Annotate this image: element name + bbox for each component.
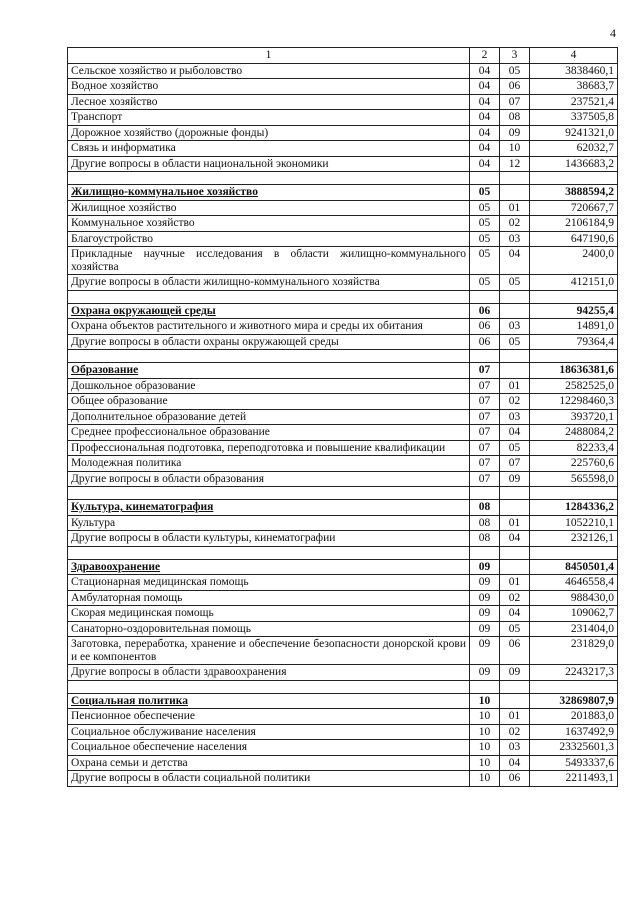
table-row (68, 471, 618, 487)
amount-cell: 5493337,6 (530, 755, 618, 771)
subsection-code-cell (500, 363, 530, 379)
amount-cell: 647190,6 (530, 231, 618, 247)
section-code-cell: 07 (470, 471, 500, 487)
section-code-cell: 07 (470, 440, 500, 456)
subsection-code-cell: 04 (500, 606, 530, 622)
subsection-code-cell: 05 (500, 275, 530, 291)
amount-cell: 62032,7 (530, 141, 618, 157)
subsection-code-cell: 03 (500, 319, 530, 335)
subsection-code-cell: 01 (500, 200, 530, 216)
spacer-cell (530, 172, 618, 185)
spacer-cell (500, 680, 530, 693)
name-cell: Профессиональная подготовка, переподготовка и повышение квалификации (68, 440, 470, 456)
table-row (68, 425, 618, 441)
subsection-code-cell: 10 (500, 141, 530, 157)
section-code-cell: 05 (470, 200, 500, 216)
name-cell: Другие вопросы в области образования (68, 471, 470, 487)
amount-cell: 12298460,3 (530, 394, 618, 410)
section-code-cell: 07 (470, 363, 500, 379)
spacer-cell (68, 172, 470, 185)
table-row (68, 456, 618, 472)
section-code-cell: 09 (470, 606, 500, 622)
table-row (68, 247, 618, 275)
subsection-code-cell: 03 (500, 409, 530, 425)
subsection-code-cell: 09 (500, 125, 530, 141)
name-cell: Культура, кинематография (68, 500, 470, 516)
section-code-cell: 04 (470, 156, 500, 172)
table-row (68, 531, 618, 547)
amount-cell: 1052210,1 (530, 515, 618, 531)
spacer-row (68, 172, 618, 185)
spacer-cell (470, 290, 500, 303)
amount-cell: 225760,6 (530, 456, 618, 472)
amount-cell: 1637492,9 (530, 724, 618, 740)
amount-cell: 18636381,6 (530, 363, 618, 379)
name-cell: Дорожное хозяйство (дорожные фонды) (68, 125, 470, 141)
section-total-row (68, 303, 618, 319)
table-row (68, 378, 618, 394)
subsection-code-cell: 06 (500, 637, 530, 665)
subsection-code-cell (500, 185, 530, 201)
amount-cell: 720667,7 (530, 200, 618, 216)
amount-cell: 32869807,9 (530, 693, 618, 709)
name-cell: Другие вопросы в области жилищно-коммунального хозяйства (68, 275, 470, 291)
amount-cell: 3838460,1 (530, 63, 618, 79)
name-cell: Стационарная медицинская помощь (68, 575, 470, 591)
header-cell-section: 2 (470, 48, 500, 64)
spacer-cell (500, 350, 530, 363)
section-code-cell: 10 (470, 771, 500, 787)
name-cell: Транспорт (68, 110, 470, 126)
section-code-cell: 05 (470, 231, 500, 247)
section-code-cell: 09 (470, 575, 500, 591)
table-row (68, 755, 618, 771)
table-row (68, 771, 618, 787)
section-code-cell: 08 (470, 515, 500, 531)
subsection-code-cell: 04 (500, 247, 530, 275)
amount-cell: 2211493,1 (530, 771, 618, 787)
spacer-cell (470, 680, 500, 693)
section-code-cell: 04 (470, 79, 500, 95)
table-row (68, 319, 618, 335)
amount-cell: 9241321,0 (530, 125, 618, 141)
table-row (68, 724, 618, 740)
section-code-cell: 09 (470, 665, 500, 681)
section-code-cell: 09 (470, 637, 500, 665)
section-code-cell: 09 (470, 590, 500, 606)
name-cell: Прикладные научные исследования в области жилищно-коммунального хозяйства (68, 247, 470, 275)
table-row (68, 334, 618, 350)
spacer-cell (500, 172, 530, 185)
section-code-cell: 06 (470, 334, 500, 350)
spacer-cell (68, 350, 470, 363)
name-cell: Коммунальное хозяйство (68, 216, 470, 232)
table-row (68, 216, 618, 232)
name-cell: Пенсионное обеспечение (68, 709, 470, 725)
amount-cell: 201883,0 (530, 709, 618, 725)
spacer-cell (530, 290, 618, 303)
table-row (68, 621, 618, 637)
table-row (68, 110, 618, 126)
subsection-code-cell (500, 500, 530, 516)
table-row (68, 79, 618, 95)
amount-cell: 2400,0 (530, 247, 618, 275)
amount-cell: 79364,4 (530, 334, 618, 350)
amount-cell: 8450501,4 (530, 559, 618, 575)
section-code-cell: 07 (470, 394, 500, 410)
amount-cell: 38683,7 (530, 79, 618, 95)
amount-cell: 82233,4 (530, 440, 618, 456)
subsection-code-cell: 03 (500, 231, 530, 247)
section-code-cell: 04 (470, 125, 500, 141)
name-cell: Общее образование (68, 394, 470, 410)
name-cell: Дошкольное образование (68, 378, 470, 394)
table-row (68, 141, 618, 157)
subsection-code-cell: 08 (500, 110, 530, 126)
section-total-row (68, 500, 618, 516)
subsection-code-cell: 04 (500, 755, 530, 771)
name-cell: Другие вопросы в области культуры, кинематографии (68, 531, 470, 547)
amount-cell: 231829,0 (530, 637, 618, 665)
table-row (68, 200, 618, 216)
section-code-cell: 04 (470, 63, 500, 79)
amount-cell: 14891,0 (530, 319, 618, 335)
section-code-cell: 07 (470, 409, 500, 425)
amount-cell: 412151,0 (530, 275, 618, 291)
spacer-cell (68, 487, 470, 500)
section-code-cell: 05 (470, 275, 500, 291)
section-code-cell: 04 (470, 110, 500, 126)
subsection-code-cell: 01 (500, 378, 530, 394)
amount-cell: 2106184,9 (530, 216, 618, 232)
name-cell: Водное хозяйство (68, 79, 470, 95)
spacer-cell (470, 172, 500, 185)
spacer-row (68, 680, 618, 693)
table-row (68, 575, 618, 591)
name-cell: Охрана окружающей среды (68, 303, 470, 319)
section-code-cell: 06 (470, 303, 500, 319)
name-cell: Лесное хозяйство (68, 94, 470, 110)
amount-cell: 393720,1 (530, 409, 618, 425)
section-code-cell: 10 (470, 693, 500, 709)
table-row (68, 125, 618, 141)
name-cell: Среднее профессиональное образование (68, 425, 470, 441)
spacer-cell (530, 546, 618, 559)
name-cell: Другие вопросы в области здравоохранения (68, 665, 470, 681)
name-cell: Сельское хозяйство и рыболовство (68, 63, 470, 79)
section-code-cell: 10 (470, 724, 500, 740)
table-row (68, 606, 618, 622)
name-cell: Другие вопросы в области национальной экономики (68, 156, 470, 172)
spacer-cell (470, 546, 500, 559)
section-code-cell: 07 (470, 378, 500, 394)
table-row (68, 665, 618, 681)
spacer-cell (530, 487, 618, 500)
name-cell: Заготовка, переработка, хранение и обеспечение безопасности донорской крови и ее компонентов (68, 637, 470, 665)
name-cell: Дополнительное образование детей (68, 409, 470, 425)
name-cell: Благоустройство (68, 231, 470, 247)
name-cell: Социальное обеспечение населения (68, 740, 470, 756)
table-row (68, 709, 618, 725)
spacer-cell (530, 680, 618, 693)
table-row (68, 740, 618, 756)
table-row (68, 275, 618, 291)
section-code-cell: 10 (470, 709, 500, 725)
header-cell-subsection: 3 (500, 48, 530, 64)
section-code-cell: 07 (470, 456, 500, 472)
table-row (68, 637, 618, 665)
section-code-cell: 05 (470, 185, 500, 201)
spacer-cell (470, 487, 500, 500)
subsection-code-cell: 02 (500, 724, 530, 740)
section-code-cell: 08 (470, 531, 500, 547)
name-cell: Молодежная политика (68, 456, 470, 472)
spacer-cell (500, 546, 530, 559)
name-cell: Охрана семьи и детства (68, 755, 470, 771)
name-cell: Жилищное хозяйство (68, 200, 470, 216)
amount-cell: 2243217,3 (530, 665, 618, 681)
table-row (68, 63, 618, 79)
subsection-code-cell: 05 (500, 621, 530, 637)
section-code-cell: 10 (470, 755, 500, 771)
table-row (68, 590, 618, 606)
amount-cell: 232126,1 (530, 531, 618, 547)
section-code-cell: 04 (470, 94, 500, 110)
subsection-code-cell (500, 693, 530, 709)
table-header-row (68, 48, 618, 64)
subsection-code-cell (500, 559, 530, 575)
subsection-code-cell: 09 (500, 471, 530, 487)
spacer-cell (68, 680, 470, 693)
name-cell: Образование (68, 363, 470, 379)
subsection-code-cell: 04 (500, 531, 530, 547)
page-number: 4 (610, 26, 616, 40)
section-total-row (68, 363, 618, 379)
subsection-code-cell: 03 (500, 740, 530, 756)
section-code-cell: 07 (470, 425, 500, 441)
spacer-cell (500, 487, 530, 500)
subsection-code-cell: 02 (500, 216, 530, 232)
spacer-cell (68, 546, 470, 559)
subsection-code-cell: 07 (500, 94, 530, 110)
subsection-code-cell: 05 (500, 440, 530, 456)
table-row (68, 394, 618, 410)
subsection-code-cell: 05 (500, 63, 530, 79)
amount-cell: 4646558,4 (530, 575, 618, 591)
amount-cell: 565598,0 (530, 471, 618, 487)
spacer-row (68, 546, 618, 559)
budget-table (67, 47, 618, 787)
table-row (68, 156, 618, 172)
table-row (68, 440, 618, 456)
name-cell: Амбулаторная помощь (68, 590, 470, 606)
spacer-cell (500, 290, 530, 303)
name-cell: Другие вопросы в области охраны окружающей среды (68, 334, 470, 350)
amount-cell: 23325601,3 (530, 740, 618, 756)
subsection-code-cell: 05 (500, 334, 530, 350)
subsection-code-cell: 01 (500, 575, 530, 591)
section-code-cell: 05 (470, 247, 500, 275)
subsection-code-cell: 02 (500, 590, 530, 606)
section-total-row (68, 185, 618, 201)
amount-cell: 337505,8 (530, 110, 618, 126)
amount-cell: 94255,4 (530, 303, 618, 319)
name-cell: Социальная политика (68, 693, 470, 709)
table-row (68, 231, 618, 247)
amount-cell: 988430,0 (530, 590, 618, 606)
table-row (68, 515, 618, 531)
name-cell: Социальное обслуживание населения (68, 724, 470, 740)
header-cell-amount: 4 (530, 48, 618, 64)
section-code-cell: 05 (470, 216, 500, 232)
amount-cell: 1436683,2 (530, 156, 618, 172)
header-cell-name: 1 (68, 48, 470, 64)
name-cell: Культура (68, 515, 470, 531)
section-code-cell: 08 (470, 500, 500, 516)
name-cell: Жилищно-коммунальное хозяйство (68, 185, 470, 201)
spacer-row (68, 350, 618, 363)
amount-cell: 2582525,0 (530, 378, 618, 394)
subsection-code-cell: 01 (500, 709, 530, 725)
subsection-code-cell: 09 (500, 665, 530, 681)
section-total-row (68, 693, 618, 709)
amount-cell: 1284336,2 (530, 500, 618, 516)
name-cell: Другие вопросы в области социальной политики (68, 771, 470, 787)
subsection-code-cell (500, 303, 530, 319)
spacer-cell (530, 350, 618, 363)
section-total-row (68, 559, 618, 575)
spacer-row (68, 290, 618, 303)
spacer-cell (68, 290, 470, 303)
subsection-code-cell: 06 (500, 79, 530, 95)
name-cell: Связь и информатика (68, 141, 470, 157)
name-cell: Здравоохранение (68, 559, 470, 575)
section-code-cell: 06 (470, 319, 500, 335)
subsection-code-cell: 01 (500, 515, 530, 531)
amount-cell: 237521,4 (530, 94, 618, 110)
amount-cell: 231404,0 (530, 621, 618, 637)
subsection-code-cell: 12 (500, 156, 530, 172)
section-code-cell: 09 (470, 621, 500, 637)
section-code-cell: 10 (470, 740, 500, 756)
amount-cell: 3888594,2 (530, 185, 618, 201)
section-code-cell: 09 (470, 559, 500, 575)
subsection-code-cell: 02 (500, 394, 530, 410)
subsection-code-cell: 07 (500, 456, 530, 472)
name-cell: Санаторно-оздоровительная помощь (68, 621, 470, 637)
table-row (68, 94, 618, 110)
name-cell: Скорая медицинская помощь (68, 606, 470, 622)
section-code-cell: 04 (470, 141, 500, 157)
amount-cell: 109062,7 (530, 606, 618, 622)
subsection-code-cell: 06 (500, 771, 530, 787)
amount-cell: 2488084,2 (530, 425, 618, 441)
spacer-row (68, 487, 618, 500)
table-row (68, 409, 618, 425)
spacer-cell (470, 350, 500, 363)
name-cell: Охрана объектов растительного и животного мира и среды их обитания (68, 319, 470, 335)
subsection-code-cell: 04 (500, 425, 530, 441)
